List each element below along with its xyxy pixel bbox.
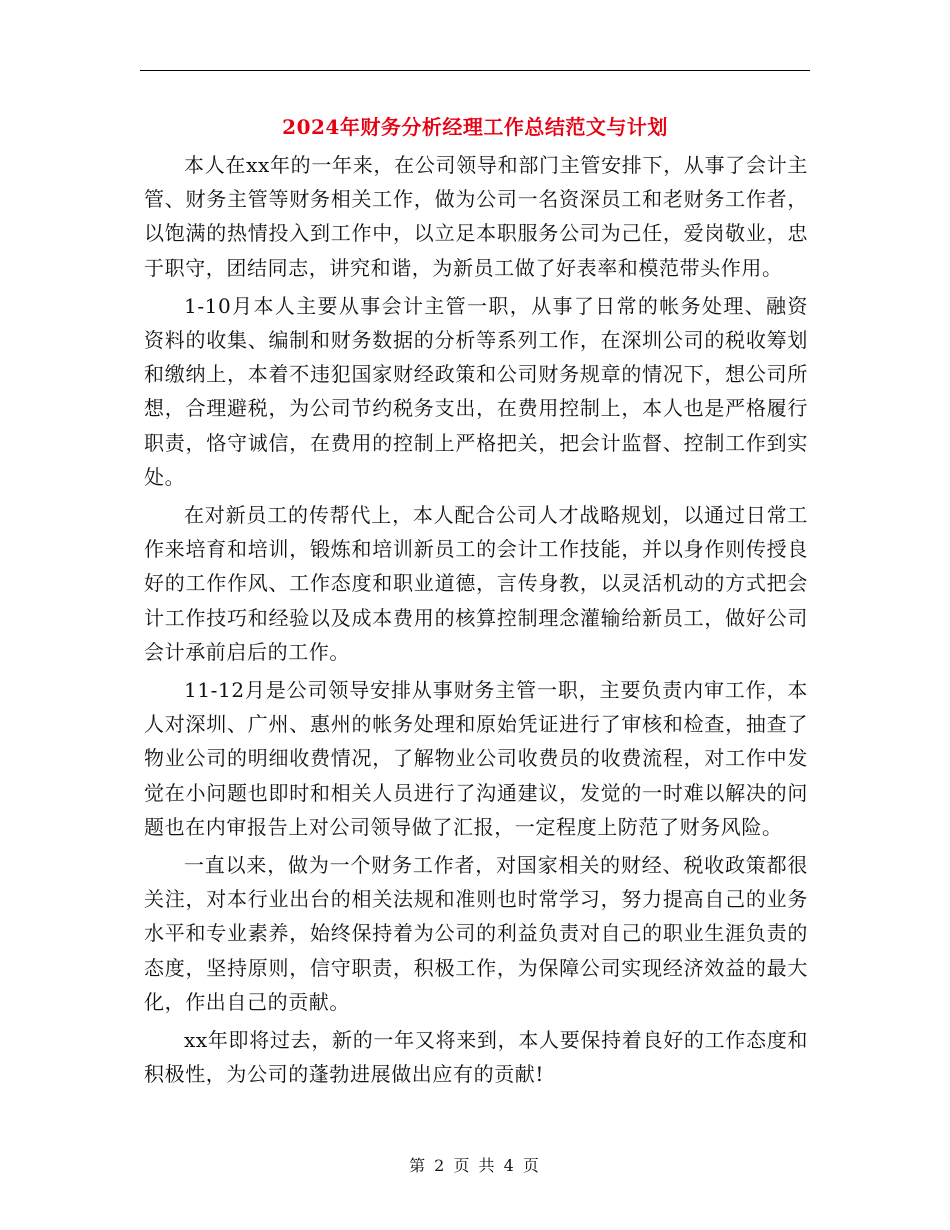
paragraph-2: 1-10月本人主要从事会计主管一职，从事了日常的帐务处理、融资资料的收集、编制和财务数据的分析等系列工作，在深圳公司的税收筹划和缴纳上，本着不违犯国家财经政策和公司财务规章的情况下，想公司所想，合理避税，为公司节约税务支出，在费用控制上，本人也是严格履行职责，恪守诚信，在费用的控制上严格把关，把会计监督、控制工作到实处。 xyxy=(144,293,808,489)
paragraph-4: 11-12月是公司领导安排从事财务主管一职，主要负责内审工作，本人对深圳、广州、惠州的帐务处理和原始凭证进行了审核和检查，抽查了物业公司的明细收费情况，了解物业公司收费员的收费流程，对工作中发觉在小问题也即时和相关人员进行了沟通建议，发觉的一时难以解决的问题也在内审报告上对公司领导做了汇报，一定程度上防范了财务风险。 xyxy=(144,678,808,839)
paragraph-1: 本人在xx年的一年来，在公司领导和部门主管安排下，从事了会计主管、财务主管等财务相关工作，做为公司一名资深员工和老财务工作者，以饱满的热情投入到工作中，以立足本职服务公司为己任，爱岗敬业，忠于职守，团结同志，讲究和谐，为新员工做了好表率和模范带头作用。 xyxy=(144,153,808,280)
document-title: 2024年财务分析经理工作总结范文与计划 xyxy=(282,115,668,139)
paragraph-3: 在对新员工的传帮代上，本人配合公司人才战略规划，以通过日常工作来培育和培训，锻炼和培训新员工的会计工作技能，并以身作则传授良好的工作作风、工作态度和职业道德，言传身教，以灵活机动的方式把会计工作技巧和经验以及成本费用的核算控制理念灌输给新员工，做好公司会计承前启后的工作。 xyxy=(144,503,808,664)
paragraph-6: xx年即将过去，新的一年又将来到，本人要保持着良好的工作态度和积极性，为公司的蓬勃进展做出应有的贡献! xyxy=(144,1028,808,1087)
page-number: 第 2 页 共 4 页 xyxy=(409,1156,541,1175)
document-body xyxy=(144,148,808,1095)
header-rule xyxy=(140,70,810,71)
paragraph-5: 一直以来，做为一个财务工作者，对国家相关的财经、税收政策都很关注，对本行业出台的相关法规和准则也时常学习，努力提高自己的业务水平和专业素养，始终保持着为公司的利益负责对自己的职业生涯负责的态度，坚持原则，信守职责，积极工作，为保障公司实现经济效益的最大化，作出自己的贡献。 xyxy=(144,853,808,1014)
